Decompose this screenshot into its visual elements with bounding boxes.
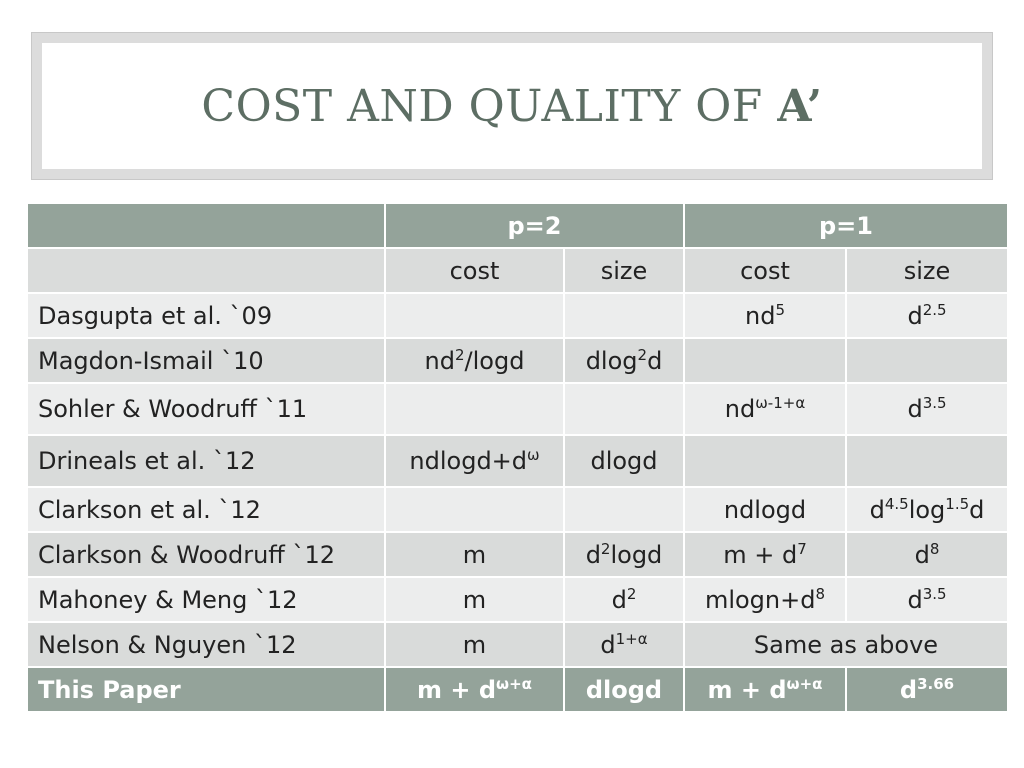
cell-p2-cost: m	[385, 532, 564, 577]
slide-title-symbol: A’	[777, 80, 823, 132]
table-group-header-row	[27, 203, 1008, 248]
cell-p2-size: dlog$^2$d	[564, 338, 684, 383]
table-row	[27, 435, 1008, 487]
cell-p2-cost: $m + d^{\omega+\alpha}$	[385, 667, 564, 712]
cell-p1-size: $d^{3.5}$	[846, 577, 1008, 622]
cell-p2-size	[564, 487, 684, 532]
cell-p2-cost	[385, 487, 564, 532]
cell-p2-cost: m	[385, 622, 564, 667]
row-name: Magdon-Ismail `10	[27, 338, 385, 383]
table-row	[27, 487, 1008, 532]
cell-p1-cost	[684, 338, 846, 383]
table-row	[27, 338, 1008, 383]
table-row	[27, 577, 1008, 622]
group-header-p1: p=1	[684, 203, 1008, 248]
row-name: Nelson & Nguyen `12	[27, 622, 385, 667]
cell-p2-cost: m	[385, 577, 564, 622]
row-name: Clarkson et al. `12	[27, 487, 385, 532]
cell-p1-cost: $m + d^{\omega+\alpha}$	[684, 667, 846, 712]
table-row	[27, 622, 1008, 667]
title-frame	[31, 32, 993, 180]
cell-p2-size: dlogd	[564, 435, 684, 487]
subheader-p1-cost: cost	[684, 248, 846, 293]
cell-p2-cost	[385, 383, 564, 435]
cell-p1-size: $d^{3.66}$	[846, 667, 1008, 712]
cell-p2-cost	[385, 293, 564, 338]
slide-title-text: COST AND QUALITY OF	[201, 80, 778, 132]
table-row	[27, 383, 1008, 435]
table-subheader-row	[27, 248, 1008, 293]
table-row	[27, 293, 1008, 338]
cell-p1-size: $d^{4.5}\log^{1.5}d$	[846, 487, 1008, 532]
cell-p1-size: $d^8$	[846, 532, 1008, 577]
table-row-this-paper	[27, 667, 1008, 712]
subheader-blank	[27, 248, 385, 293]
table-row	[27, 532, 1008, 577]
cell-p1-size: $d^{3.5}$	[846, 383, 1008, 435]
cell-p2-cost: $ndlogd+d^\omega$	[385, 435, 564, 487]
cell-p2-size: $d^2\log d$	[564, 532, 684, 577]
row-name: Mahoney & Meng `12	[27, 577, 385, 622]
cell-p2-size: $d^{1+\alpha}$	[564, 622, 684, 667]
cell-p1-cost	[684, 435, 846, 487]
group-header-blank	[27, 203, 385, 248]
cell-p2-size: $d^2$	[564, 577, 684, 622]
row-name: Dasgupta et al. `09	[27, 293, 385, 338]
cell-p1-cost: $nd^5$	[684, 293, 846, 338]
cell-p2-cost: $nd^2$/logd	[385, 338, 564, 383]
cell-p2-size	[564, 293, 684, 338]
group-header-p2: p=2	[385, 203, 684, 248]
subheader-p2-size: size	[564, 248, 684, 293]
comparison-table	[26, 202, 1009, 713]
cell-p1-cost: ndlogd	[684, 487, 846, 532]
row-name: Clarkson & Woodruff `12	[27, 532, 385, 577]
subheader-p1-size: size	[846, 248, 1008, 293]
row-name: Sohler & Woodruff `11	[27, 383, 385, 435]
cell-p1-cost: $nd^{\omega-1+\alpha}$	[684, 383, 846, 435]
subheader-p2-cost: cost	[385, 248, 564, 293]
row-name: This Paper	[27, 667, 385, 712]
cell-p1-merged: Same as above	[684, 622, 1008, 667]
cell-p1-size: $d^{2.5}$	[846, 293, 1008, 338]
cell-p2-size	[564, 383, 684, 435]
title-box	[42, 43, 982, 169]
cell-p1-cost: $m + d^7$	[684, 532, 846, 577]
cell-p2-size: dlogd	[564, 667, 684, 712]
cell-p1-size	[846, 338, 1008, 383]
slide-title	[201, 81, 822, 132]
cell-p1-cost: $mlogn+d^8$	[684, 577, 846, 622]
cell-p1-size	[846, 435, 1008, 487]
row-name: Drineals et al. `12	[27, 435, 385, 487]
